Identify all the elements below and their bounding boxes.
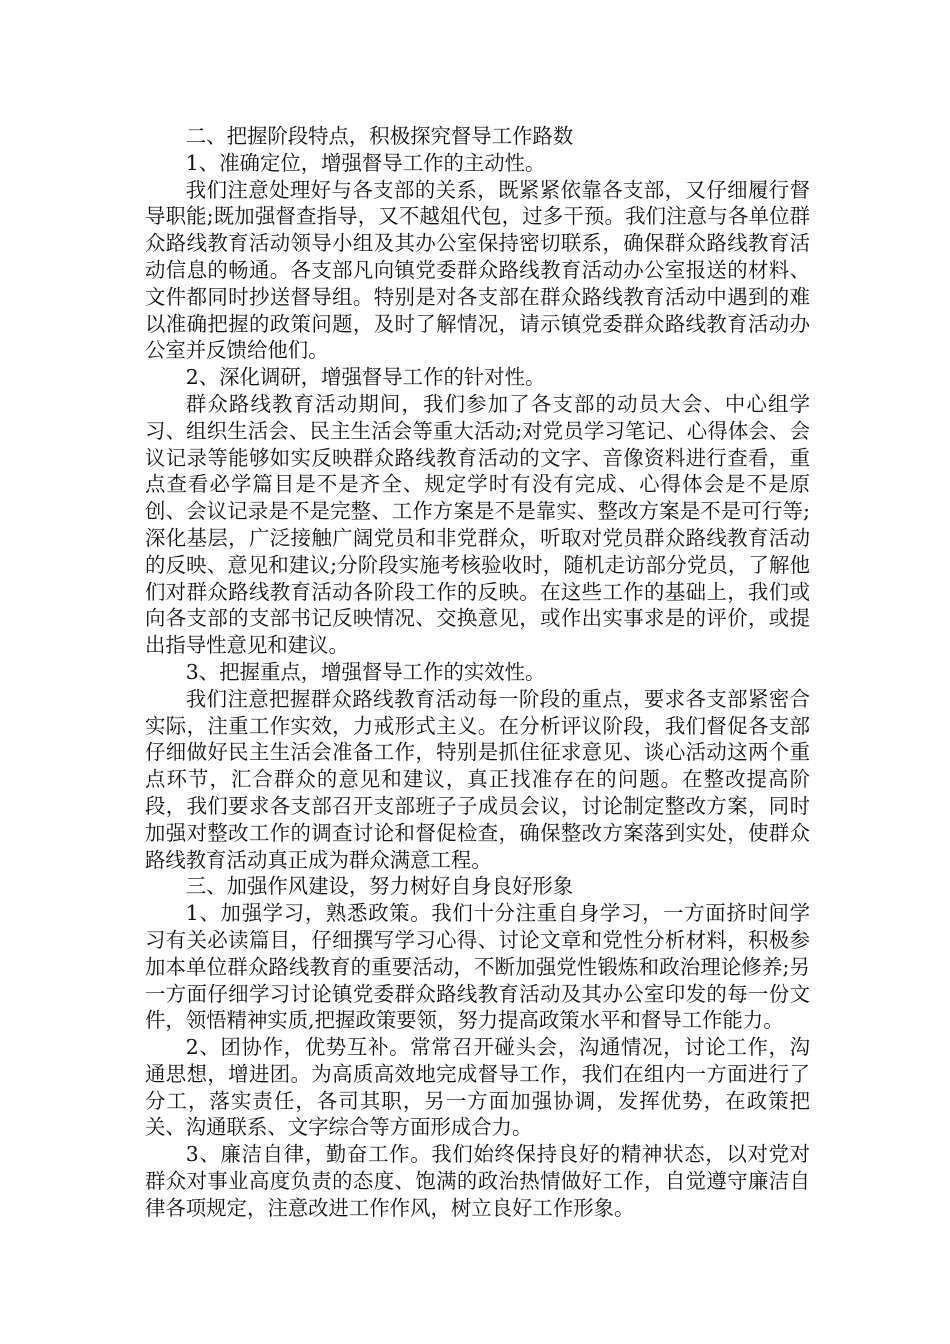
body-paragraph: 我们注意处理好与各支部的关系，既紧紧依靠各支部，又仔细履行督导职能;既加强督查指导，又不越俎代包，过多干预。我们注意与各单位群众路线教育活动领导小组及其办公室保持密切联系，确保群众路线教育活动信息的畅通。各支部凡向镇党委群众路线教育活动办公室报送的材料、文件都同时抄送督导组。特别是对各支部在群众路线教育活动中遇到的难以准确把握的政策问题，及时了解情况，请示镇党委群众路线教育活动办公室并反馈给他们。 bbox=[145, 177, 810, 363]
body-paragraph: 我们注意把握群众路线教育活动每一阶段的重点，要求各支部紧密合实际，注重工作实效，力戒形式主义。在分析评议阶段，我们督促各支部仔细做好民主生活会准备工作，特别是抓住征求意见、谈心活动这两个重点环节，汇合群众的意见和建议，真正找准存在的问题。在整改提高阶段，我们要求各支部召开支部班子子成员会议，讨论制定整改方案，同时加强对整改工作的调查讨论和督促检查，确保整改方案落到实处，使群众路线教育活动真正成为群众满意工程。 bbox=[145, 686, 810, 872]
subheading-2-3: 3、把握重点，增强督导工作的实效性。 bbox=[185, 659, 546, 684]
subheading-2-1: 1、准确定位，增强督导工作的主动性。 bbox=[185, 150, 546, 175]
body-paragraph: 3、廉洁自律，勤奋工作。我们始终保持良好的精神状态，以对党对群众对事业高度负责的态度、饱满的政治热情做好工作，自觉遵守廉洁自律各项规定，注意改进工作作风，树立良好工作形象。 bbox=[145, 1142, 810, 1220]
body-paragraph: 1、加强学习，熟悉政策。我们十分注重自身学习，一方面挤时间学习有关必读篇目，仔细撰写学习心得、讨论文章和党性分析材料，积极参加本单位群众路线教育的重要活动，不断加强党性锻炼和政治理论修养;另一方面仔细学习讨论镇党委群众路线教育活动及其办公室印发的每一份文件，领悟精神实质,把握政策要领，努力提高政策水平和督导工作能力。 bbox=[145, 901, 810, 1033]
body-paragraph: 群众路线教育活动期间，我们参加了各支部的动员大会、中心组学习、组织生活会、民主生活会等重大活动;对党员学习笔记、心得体会、会议记录等能够如实反映群众路线教育活动的文字、音像资料进行查看，重点查看必学篇目是不是齐全、规定学时有没有完成、心得体会是不是原创、会议记录是不是完整、工作方案是不是靠实、整改方案是不是可行等;深化基层，广泛接触广阔党员和非党群众，听取对党员群众路线教育活动的反映、意见和建议;分阶段实施考核验收时，随机走访部分党员，了解他们对群众路线教育活动各阶段工作的反映。在这些工作的基础上，我们或向各支部的支部书记反映情况、交换意见，或作出实事求是的评价，或提出指导性意见和建议。 bbox=[145, 391, 810, 658]
section-heading-3: 三、加强作风建设，努力树好自身良好形象 bbox=[185, 874, 574, 899]
body-paragraph: 2、团协作，优势互补。常常召开碰头会，沟通情况，讨论工作，沟通思想，增进团。为高质高效地完成督导工作，我们在组内一方面进行了分工，落实责任，各司其职，另一方面加强协调，发挥优势，在政策把关、沟通联系、文字综合等方面形成合力。 bbox=[145, 1035, 810, 1140]
document-body bbox=[145, 123, 810, 1222]
subheading-2-2: 2、深化调研，增强督导工作的针对性。 bbox=[185, 365, 546, 390]
section-heading-2: 二、把握阶段特点，积极探究督导工作路数 bbox=[185, 124, 574, 148]
